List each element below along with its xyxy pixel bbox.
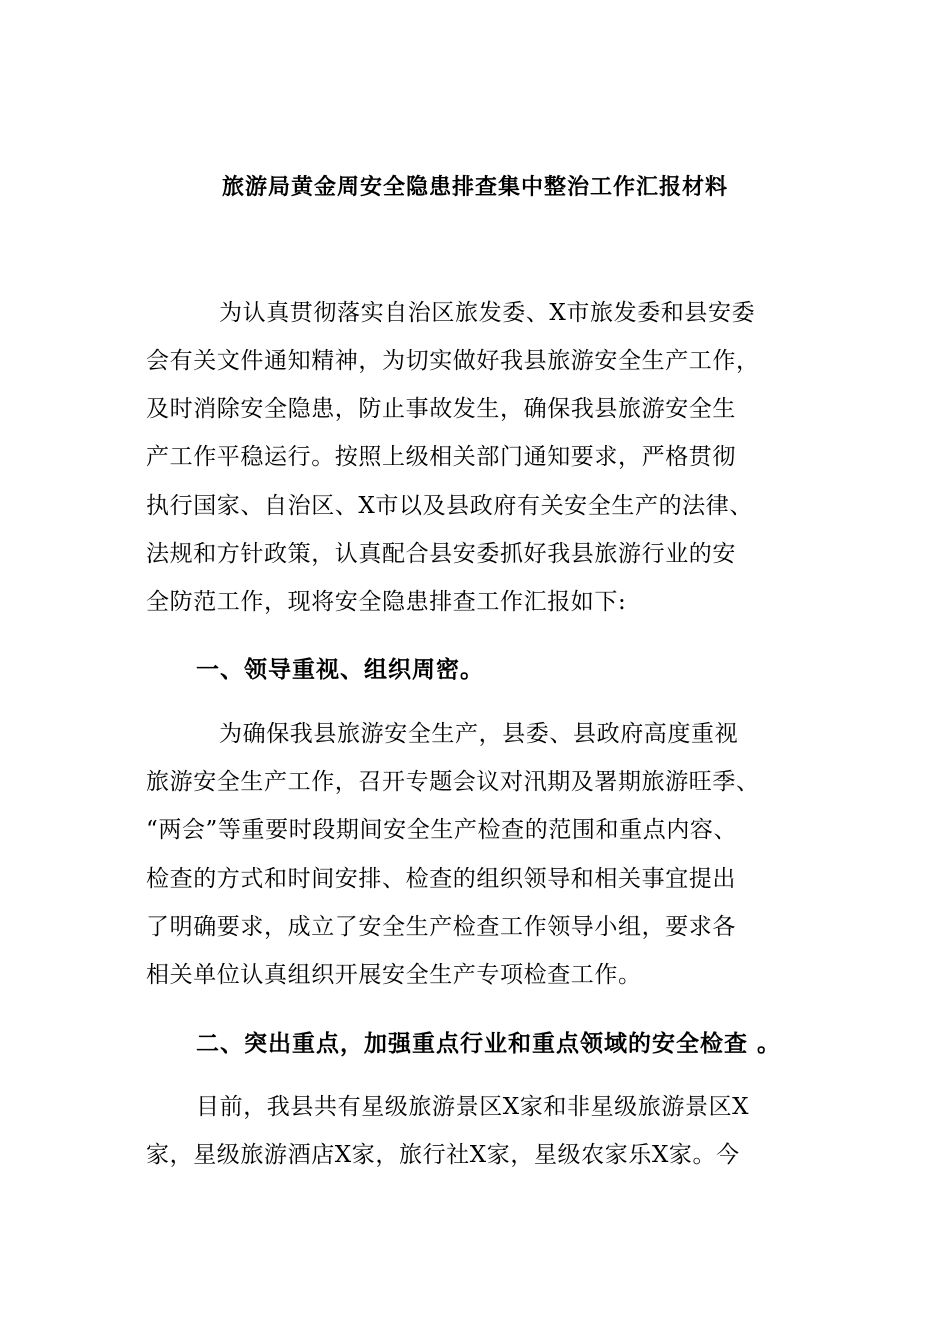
paragraph-line: 会有关文件通知精神，为切实做好我县旅游安全生产工作，: [146, 348, 760, 374]
paragraph-line: 家，星级旅游酒店X家，旅行社X家，星级农家乐X家。今: [146, 1142, 740, 1168]
paragraph-line: 为确保我县旅游安全生产，县委、县政府高度重视: [219, 721, 739, 747]
paragraph-line: 相关单位认真组织开展安全生产专项检查工作。: [146, 962, 642, 988]
section-heading-2: 二、突出重点，加强重点行业和重点领域的安全检查 。: [196, 1031, 782, 1057]
paragraph-line: 全防范工作，现将安全隐患排查工作汇报如下:: [146, 589, 627, 615]
paragraph-line: 为认真贯彻落实自治区旅发委、X市旅发委和县安委: [219, 300, 756, 326]
paragraph-line: 执行国家、自治区、X市以及县政府有关安全生产的法律、: [146, 493, 753, 519]
paragraph-line: 旅游安全生产工作，召开专题会议对汛期及署期旅游旺季、: [146, 769, 760, 795]
paragraph-line: 法规和方针政策，认真配合县安委抓好我县旅游行业的安: [146, 541, 736, 567]
paragraph-line: 检查的方式和时间安排、检查的组织领导和相关事宜提出: [146, 866, 736, 892]
paragraph-line: 目前，我县共有星级旅游景区X家和非星级旅游景区X: [196, 1094, 750, 1120]
section-heading-1: 一、领导重视、组织周密。: [196, 657, 484, 683]
paragraph-line: “两会”等重要时段期间安全生产检查的范围和重点内容、: [146, 817, 738, 843]
paragraph-line: 及时消除安全隐患，防止事故发生，确保我县旅游安全生: [146, 396, 736, 422]
paragraph-line: 了明确要求，成立了安全生产检查工作领导小组，要求各: [146, 914, 736, 940]
document-title: 旅游局黄金周安全隐患排查集中整治工作汇报材料: [221, 175, 728, 200]
paragraph-line: 产工作平稳运行。按照上级相关部门通知要求，严格贯彻: [146, 444, 736, 470]
